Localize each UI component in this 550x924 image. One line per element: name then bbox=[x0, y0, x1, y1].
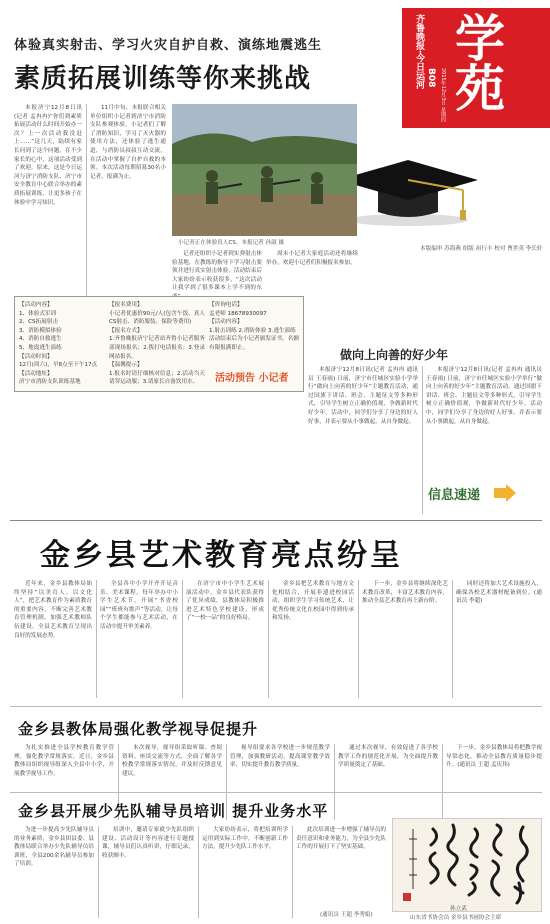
arrow-icon bbox=[494, 484, 516, 502]
issue-date: 2015年12月3日 星期四 bbox=[440, 68, 446, 122]
side-col1: 本报济宁12月8日讯(记者 孟冉冉 通讯员 王春雨) 日前，济宁市任城区实验小学举行“做向上向善的好少年”主题教育活动，通过国旗下讲话、班会、主题征文等多种形式，引导学生树立正确价值观，争做新时代好少年。活动中，同学们分享了身边的好人好事，并表示要从小事做起，从自身做起。 bbox=[308, 367, 418, 425]
activity-method: 1.齐鲁晚报济宁记者站齐鲁小记者服务部现场报名；2.拨打电话报名；3.登录网站报名。 bbox=[109, 336, 205, 360]
activity-badge: 活动预告 小记者 bbox=[215, 373, 289, 384]
story3-col3: 大家纷纷表示，将把培训所学运用到实际工作中，不断创新工作方法，提升少先队工作水平。 bbox=[202, 827, 288, 851]
calligraphy-caption: 孙立武 bbox=[450, 906, 467, 912]
article1-col1: 本报济宁12月8日讯(记者 孟冉冉)“你们到素质拓展活动什么时间开始办一次？上一次活动我没赶上……”这几天，陆续有家长问到了这个问题，在不少家长的心中，这项活动受到了欢迎。原来，这是今日运河与济宁消防支队、济宁市安全教育中心联合举办的素质拓展训练，让更多孩子在体验中学习知识。 bbox=[14, 105, 82, 206]
article1-subtitle: 体验真实射击、学习火灾自护自救、演练地震逃生 bbox=[14, 38, 323, 53]
story2-title: 金乡县教体局强化教学视导促提升 bbox=[18, 720, 259, 738]
calligraphy-artwork bbox=[392, 818, 542, 912]
info-label bbox=[428, 484, 518, 510]
article1-photo bbox=[172, 104, 357, 236]
activity-content2: 1.射击训练 2.消防体验 3.逃生演练 bbox=[209, 327, 296, 334]
activity-col2 bbox=[109, 301, 205, 389]
article1-col3: 记者还组织小记者到实弹射击体验基地，在教练的指导下学习射击要领并进行真实射击体验，活动结束后大家纷纷表示收获很多，“这次活动让我学到了很多课本上学不到的东 bbox=[172, 251, 262, 292]
story3-col2: 培训中，邀请专家就少先队组织建设、活动设计等内容进行专题授课，辅导员们认真听讲，仔细记录，收获颇丰。 bbox=[102, 827, 194, 859]
story3-col1: 为进一步提高少先队辅导员的业务素质，金乡县团县委、县教体局联合举办少先队辅导员培训班，全县200余名辅导员参加了培训。 bbox=[14, 827, 94, 868]
activity-time: 12月(周六)，早8点至下午17点 bbox=[19, 362, 98, 369]
story2-col2: 本次视导，视导组采取听课、查阅资料、座谈交流等方式，全面了解各学校教学常规落实情况，并及时反馈意见建议。 bbox=[122, 745, 222, 777]
main-col2: 全县各中小学开齐开足音乐、美术课程，每年举办中小学生艺术节，开展“书香校园”“班班有歌声”等活动，让每个学生都能参与艺术活动，在活动中提升审美素养。 bbox=[100, 581, 178, 630]
article1-col4: 周末小记者大家庭活动还将继续举办，欢迎小记者们积极报名参加。 bbox=[266, 251, 358, 266]
activity-box bbox=[14, 296, 304, 392]
story2-col1: 为扎实推进全县学校教育教学管理，强化教学常规落实，近日，金乡县教体局组织视导组深入全县中小学，开展教学视导工作。 bbox=[14, 745, 114, 777]
activity-item: 1、体验式军训 bbox=[19, 310, 57, 317]
activity-fee: 小记者优惠价90元/人(包含午饭、真人CS射击、消防服装、保险等费用) bbox=[109, 310, 205, 326]
activity-heading-content2: 【活动内容】 bbox=[209, 319, 243, 326]
activity-note: 活动结束后为小记者颁发证书，名额有限报满即止。 bbox=[209, 336, 299, 351]
activity-heading-tips: 【温馨提示】 bbox=[109, 362, 143, 369]
page-code: B08 bbox=[426, 68, 436, 88]
main-col1: 近年来，金乡县教体局始终坚持“以美育人、以文化人”，把艺术教育作为素质教育的重要内容，不断完善艺术教育管理机制，加强艺术教师队伍建设，全县艺术教育呈现出良好的发展态势。 bbox=[14, 581, 92, 639]
side-col2: 本报济宁12月8日讯(记者 孟冉冉 通讯员 王春雨) 日前，济宁市任城区实验小学举行“做向上向善的好少年”主题教育活动，通过国旗下讲话、班会、主题征文等多种形式，引导学生树立正确价值观，争做新时代好少年。活动中，同学们分享了身边的好人好事，并表示要从小事做起，从自身做起。 bbox=[426, 367, 542, 425]
article1-title: 素质拓展训练等你来挑战 bbox=[14, 64, 312, 94]
activity-heading-address: 【活动地址】 bbox=[19, 370, 53, 377]
activity-tips: 1.报名时请仔细核对信息；2.活动当天请穿运动服；3.请家长自备饮用水。 bbox=[109, 370, 205, 386]
calligraphy-author: 山东省书协会员 金乡县书画协会主席 bbox=[410, 915, 502, 921]
story3-col4: 此次培训进一步增强了辅导员的责任意识和业务能力，为全县少先队工作的开展打下了坚实基础。 bbox=[296, 827, 386, 851]
main-col5: 下一步，金乡县将继续深化艺术教育改革，丰富艺术教育内容，推动全县艺术教育再上新台阶。 bbox=[362, 581, 448, 605]
story2-col5: 下一步，金乡县教体局将把教学视导常态化，推动全县教育质量稳步提升。(通讯员 王超 孟庆伟) bbox=[446, 745, 542, 769]
article1-col2: 11月中旬，本报联合相关单位组织小记者到济宁市消防支队参观体验，小记者们了解了消防知识，学习了灭火器的使用方法，还体验了逃生通道，与消防员叔叔互动交流，在活动中掌握了自护自救的本领。本次活动每期招募30名小记者，报满为止。 bbox=[90, 105, 166, 180]
paper-name: 齐鲁晚报·今日运河 bbox=[414, 14, 424, 90]
main-col4: 金乡县把艺术教育与地方文化相结合，开展非遗进校园活动，组织学生学习传统艺术，让优秀传统文化在校园中得到传承和发扬。 bbox=[272, 581, 354, 622]
story3-byline: (通讯员 王超 李秀娟) bbox=[320, 912, 373, 918]
activity-item: 2、CS拓展射击 bbox=[19, 319, 58, 326]
activity-address: 济宁市消防支队训练基地 bbox=[19, 379, 81, 386]
activity-item: 4、消防自救逃生 bbox=[19, 336, 62, 343]
story2-col4: 通过本次视导，有效促进了各学校教学工作的规范化开展，为全面提升教学质量奠定了基础。 bbox=[338, 745, 438, 769]
activity-item: 3、消防模拟体验 bbox=[19, 327, 62, 334]
editor-credits: 本版编审 苏海燕 组版 祖行丰 校对 曹世英 李长轩 bbox=[420, 246, 543, 252]
masthead bbox=[388, 0, 550, 252]
activity-heading-phone: 【咨询电话】 bbox=[209, 302, 243, 308]
main-col3: 在济宁市中小学生艺术展演活动中，金乡县代表队获得了优异成绩。县教体局积极推进艺术特色学校建设，形成了“一校一品”的良好格局。 bbox=[186, 581, 264, 622]
activity-phone: 孟老师 18678930097 bbox=[209, 310, 267, 317]
activity-item: 5、地震逃生演练 bbox=[19, 344, 62, 351]
photo-caption: 小记者正在体验真人CS。本报记者 孙淑 摄 bbox=[178, 240, 285, 246]
activity-col1 bbox=[19, 301, 105, 389]
activity-heading-time: 【活动时间】 bbox=[19, 353, 53, 360]
story3-title: 金乡县开展少先队辅导员培训 提升业务水平 bbox=[18, 802, 329, 820]
activity-col3 bbox=[209, 301, 299, 361]
activity-heading-content: 【活动内容】 bbox=[19, 302, 53, 308]
story2-col3: 视导组要求各学校进一步规范教学管理，加强教研活动，提高课堂教学效率，切实提升教育教学质量。 bbox=[230, 745, 330, 769]
activity-heading-method: 【报名方式】 bbox=[109, 327, 143, 334]
activity-heading-fee: 【报名费用】 bbox=[109, 302, 143, 308]
info-label-text: 信息速递 bbox=[428, 488, 481, 503]
main-story-title: 金乡县艺术教育亮点纷呈 bbox=[40, 538, 403, 573]
section-title: 学苑 bbox=[447, 12, 506, 112]
side-title: 做向上向善的好少年 bbox=[340, 348, 449, 362]
masthead-red-block bbox=[402, 8, 550, 128]
main-col6: 同时还将加大艺术设施投入，确保各校艺术器材配备到位。(通讯员 李超) bbox=[456, 581, 542, 605]
